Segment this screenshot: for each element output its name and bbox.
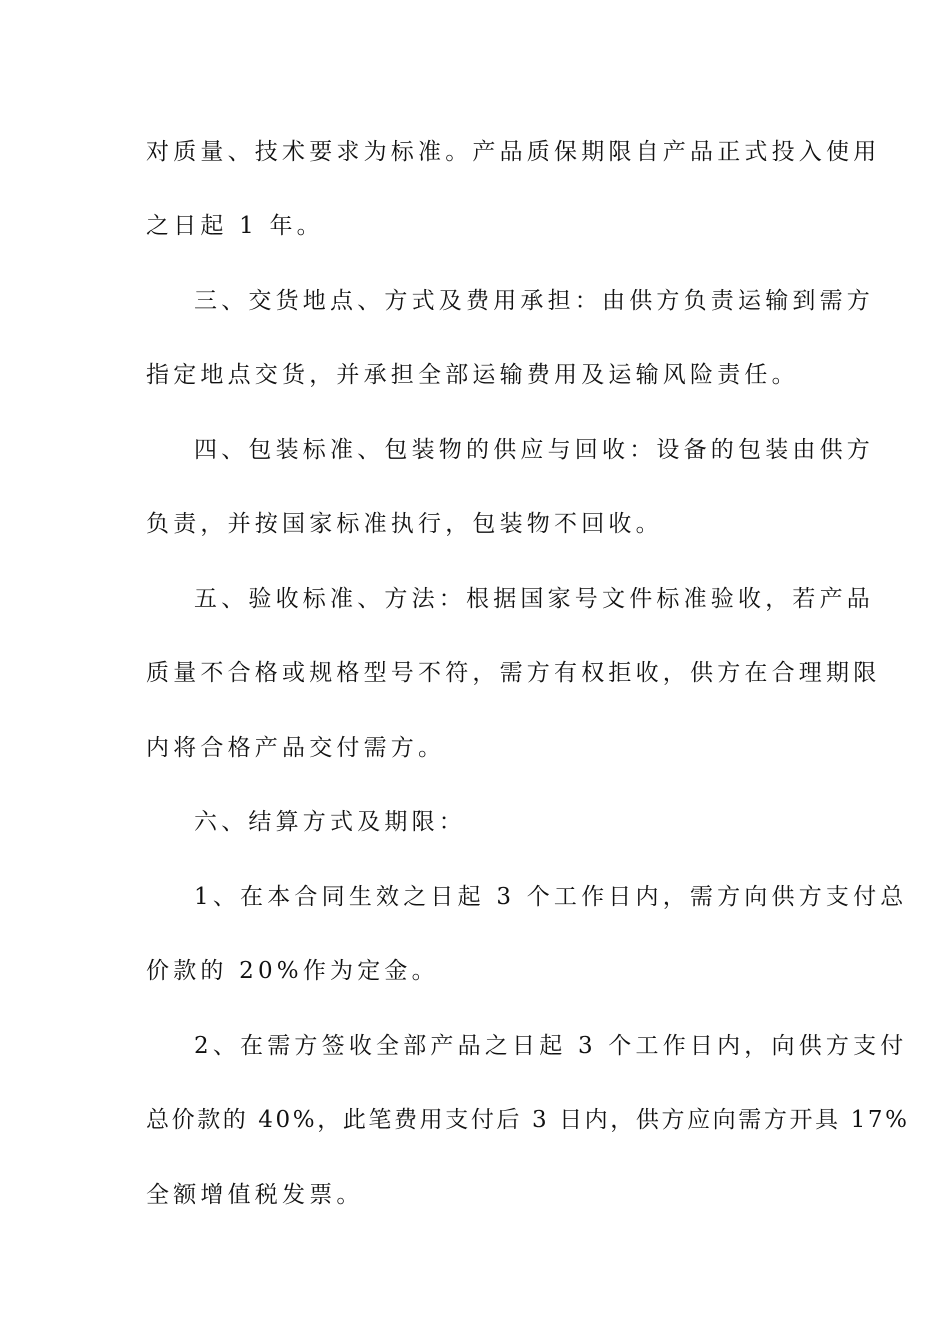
text-line: 总价款的 40%，此笔费用支付后 3 日内，供方应向需方开具 17% (146, 1107, 910, 1133)
text-line: 指定地点交货，并承担全部运输费用及运输风险责任。 (146, 362, 799, 388)
clause-1: 1、在本合同生效之日起 3 个工作日内，需方向供方支付总 (194, 884, 908, 910)
text-line: 内将合格产品交付需方。 (146, 735, 446, 761)
text-line: 价款的 20%作为定金。 (146, 958, 439, 984)
text-line: 负责，并按国家标准执行，包装物不回收。 (146, 511, 663, 537)
section-heading-settlement: 六、结算方式及期限： (194, 809, 466, 835)
text-line: 对质量、技术要求为标准。产品质保期限自产品正式投入使用 (146, 139, 881, 165)
section-heading-acceptance: 五、验收标准、方法：根据国家号文件标准验收，若产品 (194, 586, 874, 612)
section-heading-delivery: 三、交货地点、方式及费用承担：由供方负责运输到需方 (194, 288, 874, 314)
text-line: 全额增值税发票。 (146, 1182, 364, 1208)
text-line: 质量不合格或规格型号不符，需方有权拒收，供方在合理期限 (146, 660, 881, 686)
text-line: 之日起 1 年。 (146, 213, 324, 239)
clause-2: 2、在需方签收全部产品之日起 3 个工作日内，向供方支付 (194, 1033, 908, 1059)
section-heading-packaging: 四、包装标准、包装物的供应与回收：设备的包装由供方 (194, 437, 874, 463)
